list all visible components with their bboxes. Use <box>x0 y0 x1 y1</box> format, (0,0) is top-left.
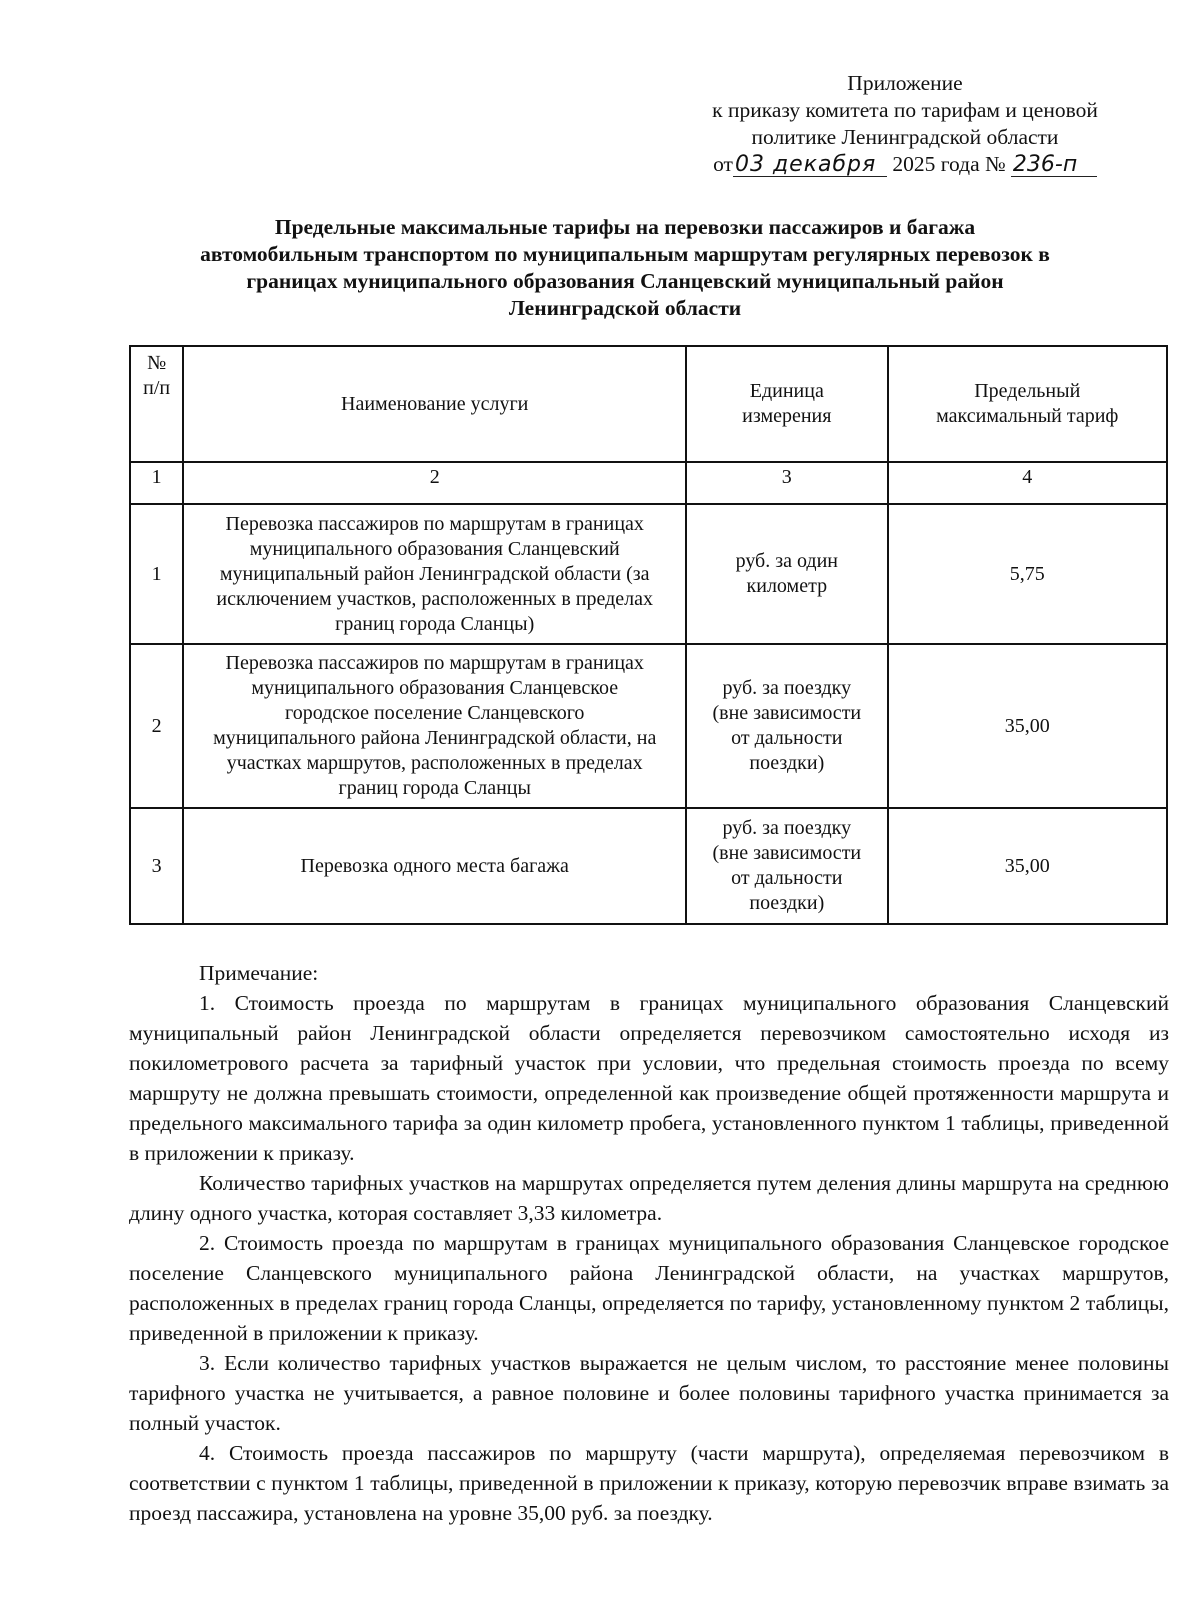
note-paragraph: 1. Стоимость проезда по маршрутам в границах муниципального образования Сланцевский муниципальный район Ленинградской области определяется перевозчиком самостоятельно исходя из покилометрового расчета за тарифный участок при условии, что предельная стоимость проезда по всему маршруту не должна превышать стоимости, определенной как произведение общей протяженности маршрута и предельного максимального тарифа за один километр пробега, установленного пунктом 1 таблицы, приведенной в приложении к приказу. <box>129 991 1169 1165</box>
service-line: исключением участков, расположенных в пределах <box>216 587 654 610</box>
column-number: 2 <box>183 462 686 504</box>
service-line: муниципального образования Сланцевский <box>249 537 620 560</box>
handwritten-order-number: 236-п <box>1011 154 1097 177</box>
service-line: муниципального района Ленинградской области, на <box>213 727 657 749</box>
row-unit <box>686 808 887 924</box>
note-paragraph: 3. Если количество тарифных участков выражается не целым числом, то расстояние менее половины тарифного участка не учитывается, а равное половине и более половины тарифного участка принимается за полный участок. <box>129 1351 1169 1435</box>
row-tariff: 35,00 <box>888 644 1167 808</box>
title-line-1: Предельные максимальные тарифы на перевозки пассажиров и багажа <box>274 215 976 239</box>
header-unit-line-1: Единица <box>749 380 824 402</box>
unit-line: километр <box>746 575 828 597</box>
appendix-header <box>660 70 1150 178</box>
column-number-row <box>130 462 1167 504</box>
title-line-3: границах муниципального образования Сланцевский муниципальный район <box>246 269 1004 293</box>
note-paragraph: Количество тарифных участков на маршрутах определяется путем деления длины маршрута на среднюю длину одного участка, которая составляет 3,33 километра. <box>129 1171 1169 1225</box>
notes-label: Примечание: <box>199 961 319 985</box>
row-num: 2 <box>130 644 183 808</box>
column-number: 1 <box>130 462 183 504</box>
header-unit <box>686 346 887 462</box>
column-number: 4 <box>888 462 1167 504</box>
committee-line: политике Ленинградской области <box>751 125 1059 149</box>
row-num: 3 <box>130 808 183 924</box>
unit-line: от дальности <box>731 727 843 749</box>
column-number: 3 <box>686 462 887 504</box>
unit-line: руб. за один <box>735 550 839 572</box>
service-line: границ города Сланцы <box>338 777 531 799</box>
row-unit <box>686 504 887 644</box>
unit-line: руб. за поездку <box>722 817 852 839</box>
row-service <box>183 504 686 644</box>
service-line: участках маршрутов, расположенных в пределах <box>226 752 643 774</box>
service-line: Перевозка пассажиров по маршрутам в границах <box>225 512 644 535</box>
table-header-row <box>130 346 1167 462</box>
header-service: Наименование услуги <box>183 346 686 462</box>
prefix-ot: от <box>713 152 733 176</box>
header-num-pp: п/п <box>143 377 171 399</box>
table-row <box>130 808 1167 924</box>
header-tariff-line-2: максимальный тариф <box>936 405 1119 427</box>
row-tariff: 5,75 <box>888 504 1167 644</box>
row-unit <box>686 644 887 808</box>
order-date-line <box>660 151 1150 178</box>
unit-line: (вне зависимости <box>712 842 862 864</box>
row-service <box>183 808 686 924</box>
title-line-4: Ленинградской области <box>508 296 742 320</box>
service-line: городское поселение Сланцевского <box>284 702 585 724</box>
year-text: 2025 года № <box>892 152 1006 176</box>
service-line: границ города Сланцы) <box>335 612 535 635</box>
row-tariff: 35,00 <box>888 808 1167 924</box>
service-line: муниципальный район Ленинградской области (за <box>219 562 650 585</box>
service-line: Перевозка пассажиров по маршрутам в границах <box>225 652 644 674</box>
handwritten-date: 03 декабря <box>733 154 887 177</box>
note-paragraph: 2. Стоимость проезда по маршрутам в границах муниципального образования Сланцевское городское поселение Сланцевского муниципального района Ленинградской области, на участках маршрутов, расположенных в пределах границ города Сланцы, определяется по тарифу, установленному пунктом 2 таблицы, приведенной в приложении к приказу. <box>129 1231 1169 1345</box>
unit-line: руб. за поездку <box>722 677 852 699</box>
unit-line: поездки) <box>749 752 825 774</box>
row-num: 1 <box>130 504 183 644</box>
table-row <box>130 504 1167 644</box>
header-tariff <box>888 346 1167 462</box>
unit-line: от дальности <box>731 867 843 889</box>
tariff-table <box>129 345 1168 925</box>
unit-line: (вне зависимости <box>712 702 862 724</box>
note-paragraph: 4. Стоимость проезда пассажиров по маршруту (части маршрута), определяемая перевозчиком в соответствии с пунктом 1 таблицы, приведенной в приложении к приказу, которую перевозчик вправе взимать за проезд пассажира, установлена на уровне 35,00 руб. за поездку. <box>129 1441 1169 1525</box>
row-service <box>183 644 686 808</box>
document-title <box>150 214 1100 322</box>
table-row <box>130 644 1167 808</box>
order-reference-line: к приказу комитета по тарифам и ценовой <box>712 98 1098 122</box>
header-tariff-line-1: Предельный <box>974 380 1081 402</box>
header-unit-line-2: измерения <box>742 405 832 427</box>
unit-line: поездки) <box>749 892 825 914</box>
header-num <box>130 346 183 462</box>
appendix-label: Приложение <box>847 71 963 95</box>
notes-section <box>129 958 1169 1528</box>
service-line: Перевозка одного места багажа <box>300 854 569 877</box>
title-line-2: автомобильным транспортом по муниципальным маршрутам регулярных перевозок в <box>200 242 1050 266</box>
header-num-symbol: № <box>147 352 167 374</box>
service-line: муниципального образования Сланцевское <box>251 677 619 699</box>
